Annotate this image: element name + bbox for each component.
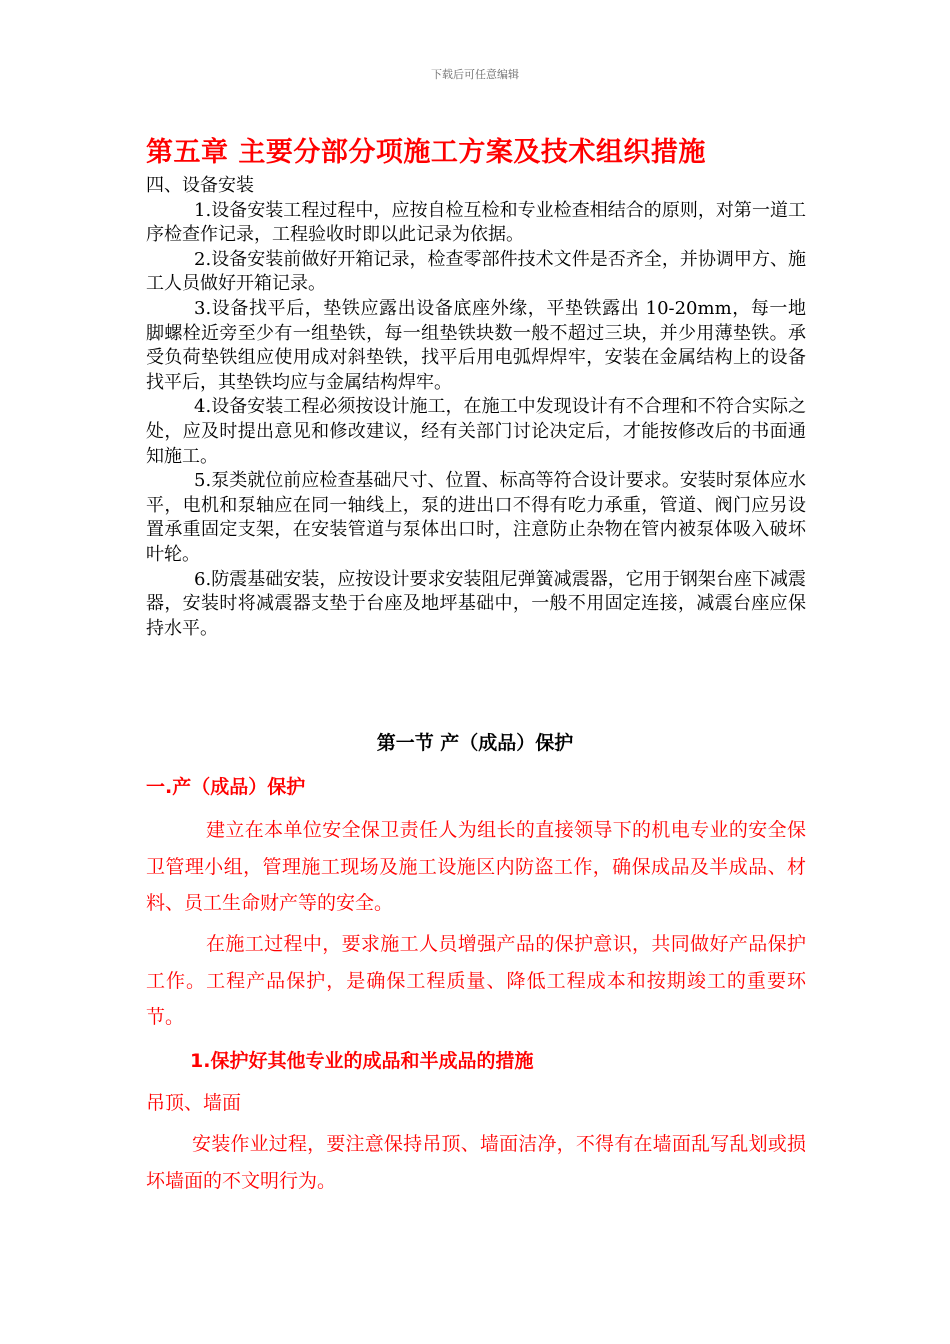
protection-paragraph-2: 在施工过程中，要求施工人员增强产品的保护意识，共同做好产品保护工作。工程产品保护，是确保工程质量、降低工程成本和按期竣工的重要环节。 bbox=[146, 933, 806, 1028]
section-heading: 四、设备安装 bbox=[146, 175, 254, 196]
paragraph-item-4: 4.设备安装工程必须按设计施工，在施工中发现设计有不合理和不符合实际之处，应及时提出意见和修改建议，经有关部门讨论决定后，才能按修改后的书面通知施工。 bbox=[146, 396, 806, 467]
ceiling-wall-paragraph: 安装作业过程，要注意保持吊顶、墙面洁净，不得有在墙面乱写乱划或损坏墙面的不文明行为。 bbox=[146, 1133, 806, 1192]
chapter-title: 第五章 主要分部分项施工方案及技术组织措施 bbox=[146, 137, 706, 168]
section-title: 第一节 产（成品）保护 bbox=[376, 732, 574, 754]
paragraph-item-6: 6.防震基础安装，应按设计要求安装阻尼弹簧减震器，它用于钢架台座下减震器，安装时将减震器支垫于台座及地坪基础中，一般不用固定连接，减震台座应保持水平。 bbox=[146, 568, 806, 639]
equipment-installation-section bbox=[146, 174, 806, 641]
protection-paragraph-1: 建立在本单位安全保卫责任人为组长的直接领导下的机电专业的安全保卫管理小组，管理施工现场及施工设施区内防盗工作，确保成品及半成品、材料、员工生命财产等的安全。 bbox=[146, 819, 806, 914]
measures-heading: 1.保护好其他专业的成品和半成品的措施 bbox=[190, 1050, 534, 1072]
ceiling-wall-heading: 吊顶、墙面 bbox=[146, 1092, 242, 1114]
paragraph-item-3: 3.设备找平后，垫铁应露出设备底座外缘，平垫铁露出 10-20mm，每一地脚螺栓近旁至少有一组垫铁，每一组垫铁块数一般不超过三块，并少用薄垫铁。承受负荷垫铁组应使用成对斜垫铁，找平后用电弧焊焊牢，安装在金属结构上的设备找平后，其垫铁均应与金属结构焊牢。 bbox=[146, 297, 806, 393]
subsection-title: 一.产（成品）保护 bbox=[146, 776, 306, 798]
paragraph-item-5: 5.泵类就位前应检查基础尺寸、位置、标高等符合设计要求。安装时泵体应水平，电机和泵轴应在同一轴线上，泵的进出口不得有吃力承重，管道、阀门应另设置承重固定支架，在安装管道与泵体出口时，注意防止杂物在管内被泵体吸入破坏叶轮。 bbox=[146, 470, 806, 565]
page-header: 下载后可任意编辑 bbox=[431, 68, 519, 81]
paragraph-item-1: 1.设备安装工程过程中，应按自检互检和专业检查相结合的原则，对第一道工序检查作记录，工程验收时即以此记录为依据。 bbox=[146, 199, 806, 246]
paragraph-item-2: 2.设备安装前做好开箱记录，检查零部件技术文件是否齐全，并协调甲方、施工人员做好开箱记录。 bbox=[146, 248, 806, 295]
